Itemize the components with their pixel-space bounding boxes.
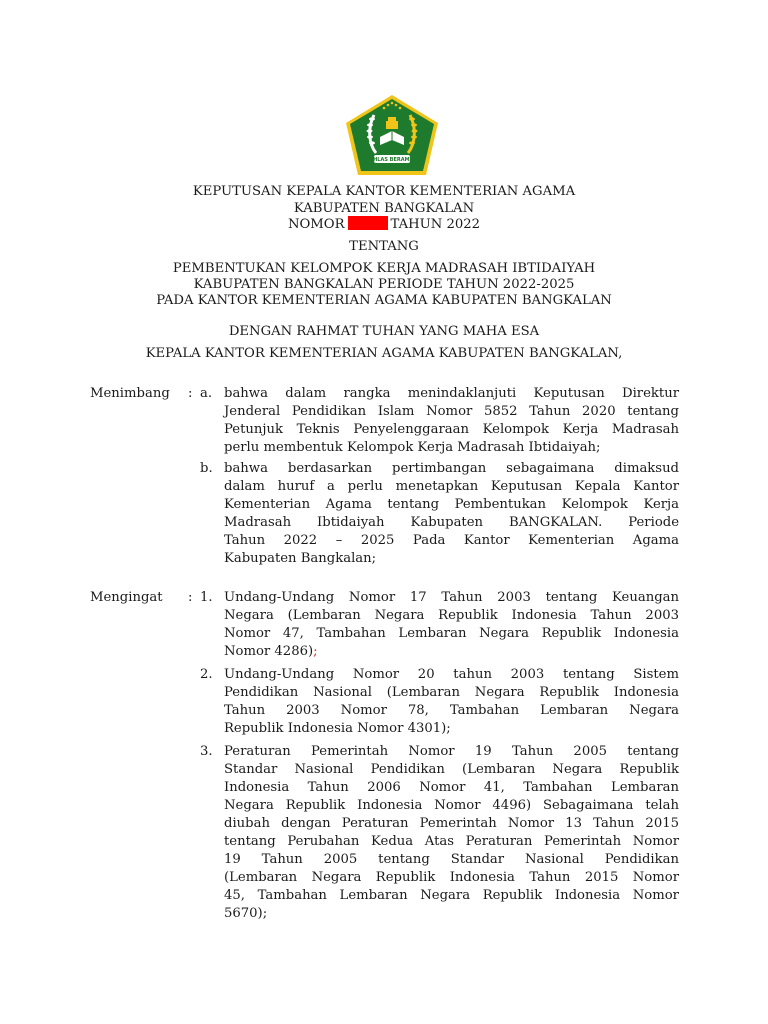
text-line: (Lembaran Negara Republik Indonesia Tahun 2015 Nomor xyxy=(224,870,679,885)
subject-line-3: PADA KANTOR KEMENTERIAN AGAMA KABUPATEN BANGKALAN xyxy=(156,293,612,308)
decree-region: KABUPATEN BANGKALAN xyxy=(293,201,475,216)
text-line: Kementerian Agama tentang Pembentukan Kelompok Kerja xyxy=(224,497,679,512)
text-line: diubah dengan Peraturan Pemerintah Nomor 13 Tahun 2015 xyxy=(224,816,679,831)
text-line: Republik Indonesia Nomor 4301); xyxy=(224,721,451,736)
text-line: Madrasah Ibtidaiyah Kabupaten BANGKALAN. Periode xyxy=(224,515,679,530)
authority-line: KEPALA KANTOR KEMENTERIAN AGAMA KABUPATEN BANGKALAN, xyxy=(145,346,623,361)
text-line: Indonesia Tahun 2006 Nomor 41, Tambahan Lembaran xyxy=(224,780,679,795)
text-line: bahwa dalam rangka menindaklanjuti Keputusan Direktur xyxy=(224,386,679,401)
text-line: Undang-Undang Nomor 20 tahun 2003 tentang Sistem xyxy=(224,667,679,682)
invocation: DENGAN RAHMAT TUHAN YANG MAHA ESA xyxy=(228,324,540,339)
menimbang-label: Menimbang xyxy=(90,386,170,401)
text-line: 19 Tahun 2005 tentang Standar Nasional Pendidikan xyxy=(224,852,679,867)
kemenag-emblem-icon xyxy=(344,93,440,177)
menimbang-item-a xyxy=(224,385,679,457)
menimbang-marker-a: a. xyxy=(200,386,213,401)
text-line: perlu membentuk Kelompok Kerja Madrasah Ibtidaiyah; xyxy=(224,440,601,455)
mengingat-item-2 xyxy=(224,666,679,738)
text-line: Jenderal Pendidikan Islam Nomor 5852 Tahun 2020 tentang xyxy=(224,404,679,419)
text-line: 5670); xyxy=(224,906,268,921)
text-line: tentang Perubahan Kedua Atas Peraturan Pemerintah Nomor xyxy=(224,834,679,849)
mengingat-marker-2: 2. xyxy=(200,667,213,682)
decree-title: KEPUTUSAN KEPALA KANTOR KEMENTERIAN AGAMA xyxy=(192,184,576,199)
text-line: Peraturan Pemerintah Nomor 19 Tahun 2005 tentang xyxy=(224,744,679,759)
menimbang-colon: : xyxy=(188,386,193,401)
subject-line-2: KABUPATEN BANGKALAN PERIODE TAHUN 2022-2025 xyxy=(193,277,575,292)
text-line: Nomor 47, Tambahan Lembaran Negara Republik Indonesia xyxy=(224,626,679,641)
text-line: dalam huruf a perlu menetapkan Keputusan Kepala Kantor xyxy=(224,479,679,494)
text-line: Standar Nasional Pendidikan (Lembaran Negara Republik xyxy=(224,762,679,777)
text-line: Nomor 4286); xyxy=(224,644,318,659)
tentang-label: TENTANG xyxy=(349,239,419,254)
mengingat-item-1 xyxy=(224,589,679,661)
text-line: 45, Tambahan Lembaran Negara Republik Indonesia Nomor xyxy=(224,888,679,903)
text-line: Tahun 2022 – 2025 Pada Kantor Kementerian Agama xyxy=(224,533,679,548)
text-line: Kabupaten Bangkalan; xyxy=(224,551,377,566)
nomor-suffix: TAHUN 2022 xyxy=(390,217,481,232)
menimbang-item-b xyxy=(224,460,679,568)
text-line: Tahun 2003 Nomor 78, Tambahan Lembaran Negara xyxy=(224,703,679,718)
mengingat-label: Mengingat xyxy=(90,590,163,605)
mengingat-item-3 xyxy=(224,743,679,923)
text-line: Pendidikan Nasional (Lembaran Negara Republik Indonesia xyxy=(224,685,679,700)
text-line: Negara Republik Indonesia Nomor 4496) Sebagaimana telah xyxy=(224,798,679,813)
nomor-prefix: NOMOR xyxy=(287,217,345,232)
text-line: Undang-Undang Nomor 17 Tahun 2003 tentang Keuangan xyxy=(224,590,679,605)
emblem-motto: IKHLAS BERAMAL xyxy=(367,157,417,164)
decree-number xyxy=(0,216,768,233)
text-line: bahwa berdasarkan pertimbangan sebagaimana dimaksud xyxy=(224,461,679,476)
nomor-redacted-mark xyxy=(348,216,388,230)
mengingat-colon: : xyxy=(188,590,193,605)
mengingat-marker-3: 3. xyxy=(200,744,213,759)
menimbang-marker-b: b. xyxy=(200,461,213,476)
subject-line-1: PEMBENTUKAN KELOMPOK KERJA MADRASAH IBTIDAIYAH xyxy=(172,261,596,276)
mengingat-marker-1: 1. xyxy=(200,590,213,605)
text-line: Petunjuk Teknis Penyelenggaraan Kelompok Kerja Madrasah xyxy=(224,422,679,437)
text-line: Negara (Lembaran Negara Republik Indonesia Tahun 2003 xyxy=(224,608,679,623)
